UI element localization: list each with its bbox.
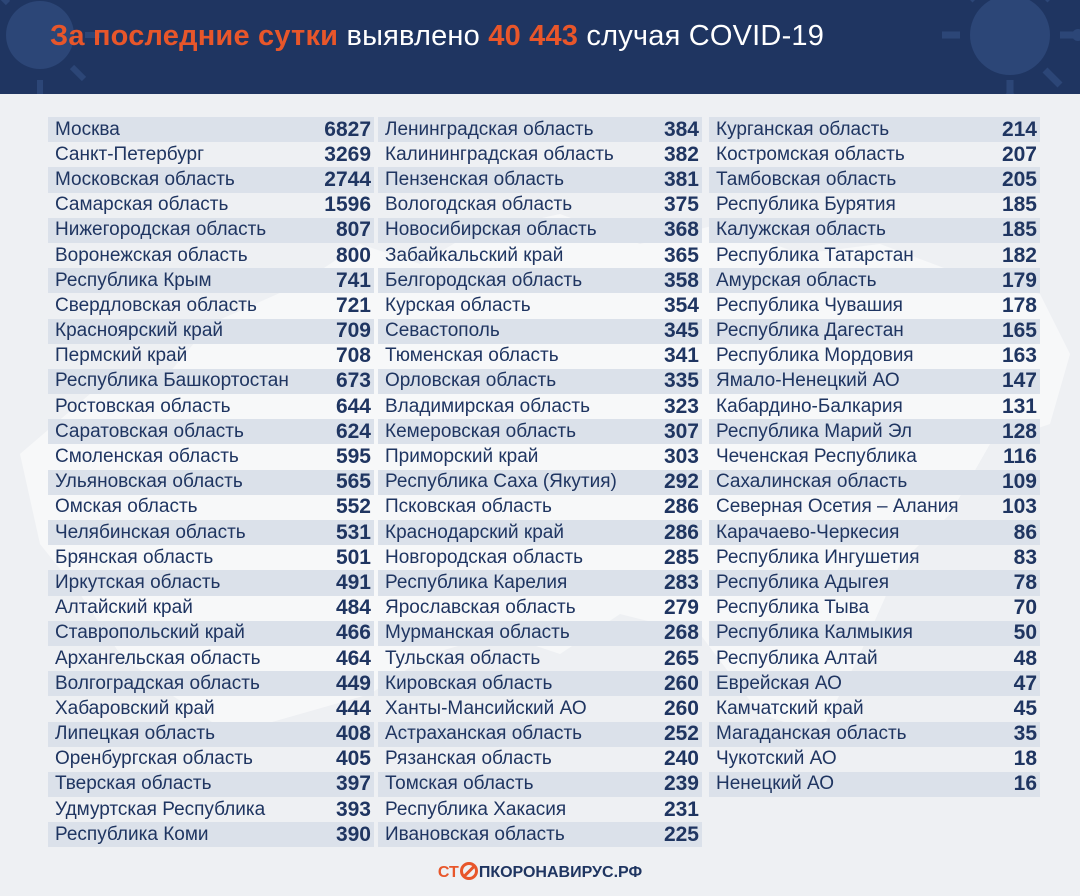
case-count: 268 (663, 621, 699, 645)
case-count: 205 (1001, 167, 1037, 191)
region-row (48, 621, 374, 646)
case-count: 286 (663, 520, 699, 544)
region-name: Алтайский край (55, 597, 193, 619)
header-banner (0, 0, 1080, 94)
case-count: 48 (1013, 646, 1037, 670)
title-verb: выявлено (346, 20, 480, 52)
region-row (48, 822, 374, 847)
title-count: 40 443 (488, 20, 579, 52)
region-row (709, 646, 1040, 671)
region-name: Краснодарский край (385, 521, 564, 543)
region-name: Белгородская область (385, 269, 583, 291)
region-row (709, 545, 1040, 570)
region-name: Кемеровская область (385, 420, 576, 442)
region-name: Республика Калмыкия (716, 622, 913, 644)
region-row (48, 142, 374, 167)
region-name: Ямало-Ненецкий АО (716, 370, 900, 392)
region-row (48, 193, 374, 218)
case-count: 466 (335, 621, 371, 645)
region-name: Сахалинская область (716, 471, 908, 493)
case-count: 464 (335, 646, 371, 670)
region-row (48, 495, 374, 520)
region-name: Республика Татарстан (716, 244, 914, 266)
case-count: 405 (335, 747, 371, 771)
region-name: Курганская область (716, 118, 890, 140)
region-row (378, 193, 702, 218)
case-count: 565 (335, 470, 371, 494)
case-count: 2744 (324, 167, 371, 191)
region-name: Ярославская область (385, 597, 576, 619)
region-row (48, 344, 374, 369)
region-name: Калужская область (716, 219, 886, 241)
region-name: Чеченская Республика (716, 446, 917, 468)
case-count: 307 (663, 419, 699, 443)
footer-site-logo (0, 862, 1080, 896)
case-count: 283 (663, 570, 699, 594)
case-count: 323 (663, 394, 699, 418)
case-count: 484 (335, 596, 371, 620)
region-row (378, 142, 702, 167)
region-name: Забайкальский край (385, 244, 564, 266)
region-name: Республика Чувашия (716, 294, 903, 316)
region-name: Санкт-Петербург (55, 143, 205, 165)
region-row (709, 394, 1040, 419)
region-name: Республика Бурятия (716, 194, 896, 216)
case-count: 552 (335, 495, 371, 519)
region-row (48, 545, 374, 570)
page-title (50, 20, 824, 53)
region-name: Архангельская область (55, 647, 261, 669)
region-row (709, 495, 1040, 520)
region-row (709, 419, 1040, 444)
case-count: 624 (335, 419, 371, 443)
case-count: 185 (1001, 218, 1037, 242)
region-name: Республика Хакасия (385, 798, 567, 820)
region-name: Хабаровский край (55, 697, 215, 719)
case-count: 368 (663, 218, 699, 242)
region-row (709, 470, 1040, 495)
stop-virus-icon (460, 862, 478, 880)
region-name: Республика Дагестан (716, 320, 904, 342)
region-name: Воронежская область (55, 244, 248, 266)
case-count: 1596 (324, 193, 371, 217)
case-count: 708 (335, 344, 371, 368)
region-name: Республика Карелия (385, 571, 568, 593)
region-name: Пензенская область (385, 168, 564, 190)
case-count: 165 (1001, 319, 1037, 343)
region-name: Приморский край (385, 446, 539, 468)
case-count: 179 (1001, 268, 1037, 292)
region-name: Волгоградская область (55, 672, 260, 694)
case-count: 231 (663, 797, 699, 821)
case-count: 741 (335, 268, 371, 292)
case-count: 531 (335, 520, 371, 544)
case-count: 721 (335, 293, 371, 317)
region-name: Тамбовская область (716, 168, 897, 190)
region-row (48, 293, 374, 318)
region-row (378, 772, 702, 797)
case-count: 116 (1003, 445, 1037, 469)
case-count: 375 (663, 193, 699, 217)
region-row (378, 117, 702, 142)
case-count: 225 (663, 822, 699, 846)
region-name: Тульская область (385, 647, 541, 669)
region-row (48, 218, 374, 243)
region-row (378, 671, 702, 696)
region-row (378, 822, 702, 847)
region-name: Оренбургская область (55, 748, 253, 770)
case-count: 35 (1013, 722, 1037, 746)
case-count: 393 (335, 797, 371, 821)
region-row (378, 293, 702, 318)
region-name: Еврейская АО (716, 672, 842, 694)
region-row (48, 444, 374, 469)
region-row (378, 394, 702, 419)
case-count: 381 (663, 167, 699, 191)
case-count: 644 (335, 394, 371, 418)
region-row (709, 772, 1040, 797)
case-count: 18 (1013, 747, 1037, 771)
case-count: 163 (1001, 344, 1037, 368)
case-count: 70 (1013, 596, 1037, 620)
region-row (709, 520, 1040, 545)
region-row (709, 722, 1040, 747)
case-count: 252 (663, 722, 699, 746)
region-name: Курская область (385, 294, 531, 316)
region-row (378, 621, 702, 646)
region-row (48, 394, 374, 419)
region-name: Республика Алтай (716, 647, 878, 669)
case-count: 128 (1001, 419, 1037, 443)
region-name: Челябинская область (55, 521, 246, 543)
region-row (709, 243, 1040, 268)
region-name: Нижегородская область (55, 219, 267, 241)
case-count: 78 (1013, 570, 1037, 594)
case-count: 83 (1013, 545, 1037, 569)
region-row (709, 369, 1040, 394)
case-count: 214 (1001, 117, 1037, 141)
region-name: Тверская область (55, 773, 212, 795)
case-count: 86 (1013, 520, 1037, 544)
region-name: Мурманская область (385, 622, 570, 644)
case-count: 240 (663, 747, 699, 771)
region-column-2 (378, 117, 702, 847)
case-count: 131 (1001, 394, 1037, 418)
region-name: Пермский край (55, 345, 188, 367)
region-name: Ханты-Мансийский АО (385, 697, 587, 719)
case-count: 501 (335, 545, 371, 569)
region-row (709, 167, 1040, 192)
case-count: 673 (335, 369, 371, 393)
case-count: 345 (663, 319, 699, 343)
region-name: Ивановская область (385, 823, 565, 845)
region-name: Камчатский край (716, 697, 864, 719)
region-row (378, 696, 702, 721)
logo-suffix: ПКОРОНАВИРУС.РФ (478, 864, 643, 881)
case-count: 358 (663, 268, 699, 292)
logo-prefix: СТ (437, 864, 459, 881)
region-name: Красноярский край (55, 320, 223, 342)
region-row (48, 243, 374, 268)
region-column-1 (48, 117, 374, 847)
case-count: 6827 (324, 117, 371, 141)
case-count: 390 (335, 822, 371, 846)
region-name: Калининградская область (385, 143, 614, 165)
region-row (48, 671, 374, 696)
case-count: 265 (663, 646, 699, 670)
region-name: Томская область (385, 773, 534, 795)
case-count: 182 (1001, 243, 1037, 267)
case-count: 207 (1001, 142, 1037, 166)
region-name: Кировская область (385, 672, 553, 694)
region-name: Смоленская область (55, 446, 239, 468)
region-name: Северная Осетия – Алания (716, 496, 959, 518)
region-row (48, 369, 374, 394)
region-row (709, 671, 1040, 696)
case-count: 341 (663, 344, 699, 368)
case-count: 335 (663, 369, 699, 393)
case-count: 185 (1001, 193, 1037, 217)
region-row (48, 117, 374, 142)
case-count: 286 (663, 495, 699, 519)
region-row (709, 696, 1040, 721)
region-row (709, 319, 1040, 344)
case-count: 807 (335, 218, 371, 242)
region-name: Орловская область (385, 370, 557, 392)
case-count: 285 (663, 545, 699, 569)
region-row (48, 167, 374, 192)
region-row (709, 293, 1040, 318)
region-name: Ненецкий АО (716, 773, 835, 795)
region-row (48, 419, 374, 444)
region-name: Владимирская область (385, 395, 590, 417)
case-count: 50 (1013, 621, 1037, 645)
region-name: Республика Мордовия (716, 345, 914, 367)
region-row (378, 218, 702, 243)
region-row (378, 545, 702, 570)
case-count: 800 (335, 243, 371, 267)
region-row (709, 570, 1040, 595)
region-column-3 (709, 117, 1040, 797)
region-row (378, 520, 702, 545)
region-name: Саратовская область (55, 420, 244, 442)
case-count: 47 (1013, 671, 1037, 695)
case-count: 178 (1001, 293, 1037, 317)
region-row (378, 596, 702, 621)
region-name: Республика Ингушетия (716, 546, 920, 568)
title-lead: За последние сутки (50, 20, 339, 52)
region-row (378, 243, 702, 268)
region-row (48, 772, 374, 797)
case-count: 147 (1001, 369, 1037, 393)
region-name: Кабардино-Балкария (716, 395, 903, 417)
region-name: Иркутская область (55, 571, 221, 593)
region-row (48, 722, 374, 747)
region-name: Чукотский АО (716, 748, 837, 770)
case-count: 384 (663, 117, 699, 141)
case-count: 239 (663, 772, 699, 796)
case-count: 109 (1001, 470, 1037, 494)
region-row (378, 722, 702, 747)
case-count: 709 (335, 319, 371, 343)
region-name: Карачаево-Черкесия (716, 521, 900, 543)
case-count: 491 (335, 570, 371, 594)
region-name: Омская область (55, 496, 198, 518)
region-row (48, 470, 374, 495)
case-count: 382 (663, 142, 699, 166)
region-row (48, 797, 374, 822)
region-name: Республика Коми (55, 823, 209, 845)
case-count: 16 (1013, 772, 1037, 796)
case-count: 397 (335, 772, 371, 796)
region-row (378, 797, 702, 822)
case-count: 595 (335, 445, 371, 469)
region-name: Амурская область (716, 269, 877, 291)
region-name: Астраханская область (385, 723, 583, 745)
region-name: Новосибирская область (385, 219, 597, 241)
region-row (709, 142, 1040, 167)
case-count: 449 (335, 671, 371, 695)
region-name: Республика Башкортостан (55, 370, 289, 392)
region-row (378, 319, 702, 344)
region-row (48, 696, 374, 721)
case-count: 354 (663, 293, 699, 317)
region-name: Ростовская область (55, 395, 231, 417)
region-row (48, 596, 374, 621)
title-tail: случая COVID-19 (586, 20, 825, 52)
region-row (709, 117, 1040, 142)
region-name: Вологодская область (385, 194, 573, 216)
region-row (48, 319, 374, 344)
region-row (709, 596, 1040, 621)
region-row (709, 268, 1040, 293)
region-row (378, 646, 702, 671)
region-row (378, 495, 702, 520)
region-row (378, 470, 702, 495)
region-name: Ленинградская область (385, 118, 594, 140)
region-name: Брянская область (55, 546, 214, 568)
region-row (709, 344, 1040, 369)
region-name: Москва (55, 118, 120, 140)
region-name: Ульяновская область (55, 471, 243, 493)
region-name: Псковская область (385, 496, 552, 518)
case-count: 408 (335, 722, 371, 746)
case-count: 444 (335, 696, 371, 720)
region-row (709, 444, 1040, 469)
region-row (48, 570, 374, 595)
region-name: Липецкая область (55, 723, 216, 745)
region-name: Севастополь (385, 320, 500, 342)
region-name: Самарская область (55, 194, 229, 216)
region-name: Костромская область (716, 143, 905, 165)
case-count: 365 (663, 243, 699, 267)
region-row (378, 570, 702, 595)
region-row (709, 218, 1040, 243)
region-row (378, 444, 702, 469)
case-count: 260 (663, 696, 699, 720)
region-name: Республика Саха (Якутия) (385, 471, 617, 493)
case-count: 292 (663, 470, 699, 494)
region-row (378, 369, 702, 394)
case-count: 260 (663, 671, 699, 695)
region-row (48, 268, 374, 293)
region-name: Рязанская область (385, 748, 552, 770)
case-count: 3269 (324, 142, 371, 166)
region-name: Республика Марий Эл (716, 420, 913, 442)
region-name: Республика Крым (55, 269, 212, 291)
region-name: Тюменская область (385, 345, 559, 367)
case-count: 45 (1013, 696, 1037, 720)
region-row (378, 419, 702, 444)
region-row (48, 747, 374, 772)
case-count: 103 (1001, 495, 1037, 519)
region-row (378, 167, 702, 192)
region-name: Магаданская область (716, 723, 907, 745)
region-row (378, 344, 702, 369)
region-name: Свердловская область (55, 294, 257, 316)
case-count: 279 (663, 596, 699, 620)
region-row (378, 747, 702, 772)
region-name: Удмуртская Республика (55, 798, 266, 820)
region-row (709, 193, 1040, 218)
region-name: Республика Адыгея (716, 571, 889, 593)
case-count: 303 (663, 445, 699, 469)
region-row (48, 646, 374, 671)
region-row (378, 268, 702, 293)
region-name: Ставропольский край (55, 622, 245, 644)
virus-decoration-icon (930, 0, 1080, 94)
region-name: Новгородская область (385, 546, 583, 568)
region-row (709, 747, 1040, 772)
region-row (48, 520, 374, 545)
region-name: Московская область (55, 168, 235, 190)
region-name: Республика Тыва (716, 597, 870, 619)
region-row (709, 621, 1040, 646)
